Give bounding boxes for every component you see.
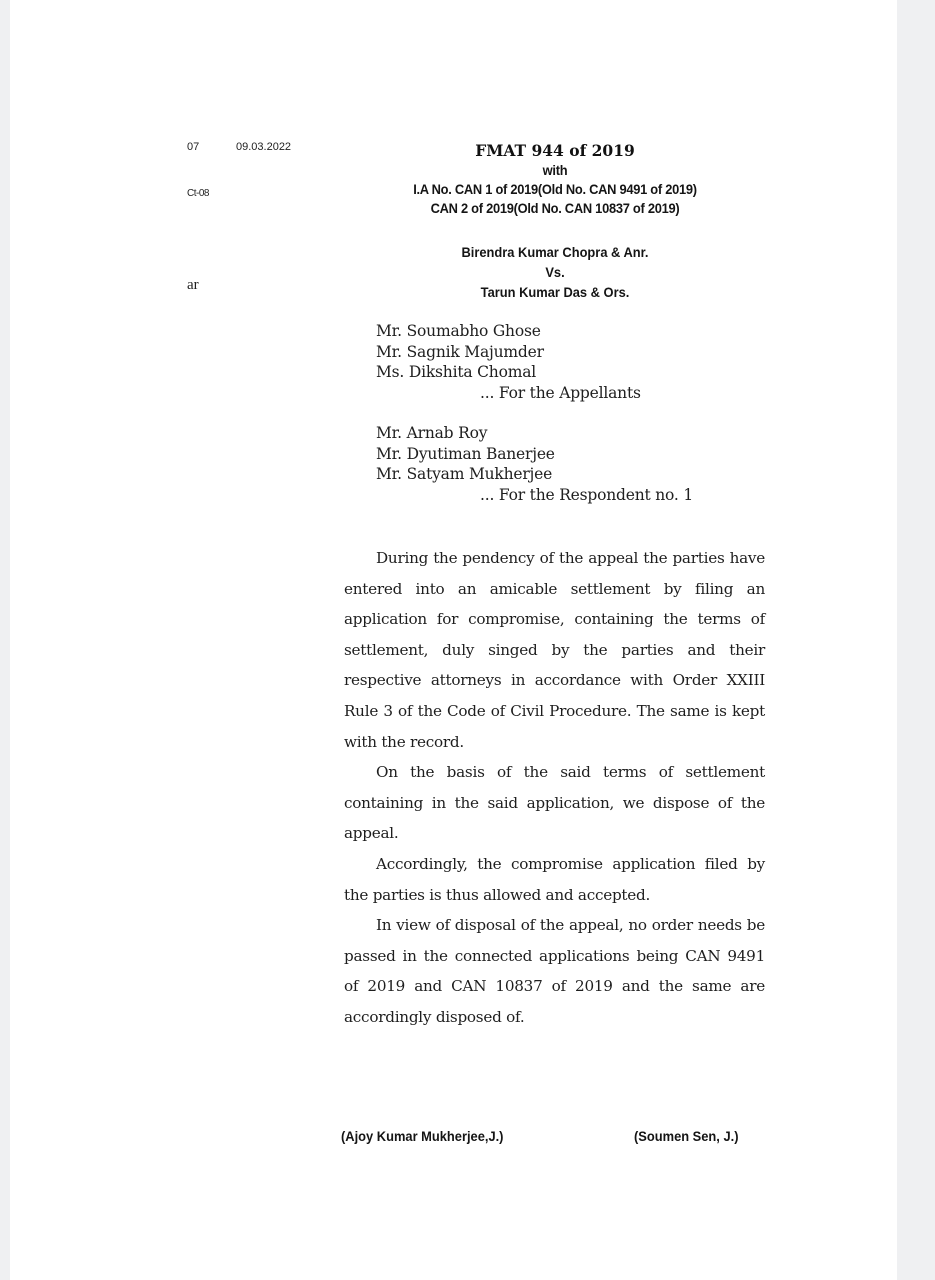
- court-number: Ct-08: [187, 188, 209, 199]
- counsel-role: ... For the Appellants: [480, 383, 641, 402]
- counsel-appellants: [376, 321, 641, 403]
- signature-judge-2: (Soumen Sen, J.): [634, 1128, 739, 1144]
- case-application-1: I.A No. CAN 1 of 2019(Old No. CAN 9491 of 2019): [413, 181, 697, 197]
- clerk-initials: ar: [187, 277, 199, 293]
- order-paragraph: During the pendency of the appeal the parties have entered into an amicable settlement by filing an application for compromise, containing the terms of settlement, duly singed by the parties and their respective attorneys in accordance with Order XXIII Rule 3 of the Code of Civil Procedure. The same is kept with the record.: [344, 549, 765, 751]
- respondent-name: Tarun Kumar Das & Ors.: [480, 284, 630, 300]
- signature-judge-1: (Ajoy Kumar Mukherjee,J.): [341, 1128, 504, 1144]
- page-edge-left: [0, 0, 10, 1280]
- counsel-name: Mr. Sagnik Majumder: [376, 342, 544, 361]
- counsel-name: Mr. Satyam Mukherjee: [376, 465, 553, 483]
- order-date: 09.03.2022: [236, 141, 292, 153]
- counsel-name: Mr. Arnab Roy: [376, 424, 488, 442]
- case-application-2: CAN 2 of 2019(Old No. CAN 10837 of 2019): [430, 200, 680, 216]
- counsel-respondent: [376, 423, 693, 505]
- counsel-role: ... For the Respondent no. 1: [480, 485, 694, 504]
- order-paragraph: In view of disposal of the appeal, no order needs be passed in the connected applications being CAN 9491 of 2019 and CAN 10837 of 2019 and the same are accordingly disposed of.: [344, 916, 765, 1026]
- counsel-name: Ms. Dikshita Chomal: [376, 363, 537, 381]
- case-title: FMAT 944 of 2019: [475, 141, 635, 160]
- order-paragraph: On the basis of the said terms of settlement containing in the said application, we dispose of the appeal.: [344, 763, 765, 843]
- versus-label: Vs.: [545, 264, 565, 280]
- serial-number: 07: [187, 141, 200, 153]
- case-with-label: with: [542, 162, 568, 178]
- order-paragraph: Accordingly, the compromise application filed by the parties is thus allowed and accepted.: [344, 854, 765, 904]
- case-header: [380, 140, 730, 218]
- parties-block: [430, 242, 680, 302]
- counsel-name: Mr. Dyutiman Banerjee: [376, 444, 555, 463]
- order-body: [344, 543, 765, 1033]
- counsel-name: Mr. Soumabho Ghose: [376, 322, 541, 340]
- appellant-name: Birendra Kumar Chopra & Anr.: [461, 244, 649, 260]
- page-edge-right: [897, 0, 935, 1280]
